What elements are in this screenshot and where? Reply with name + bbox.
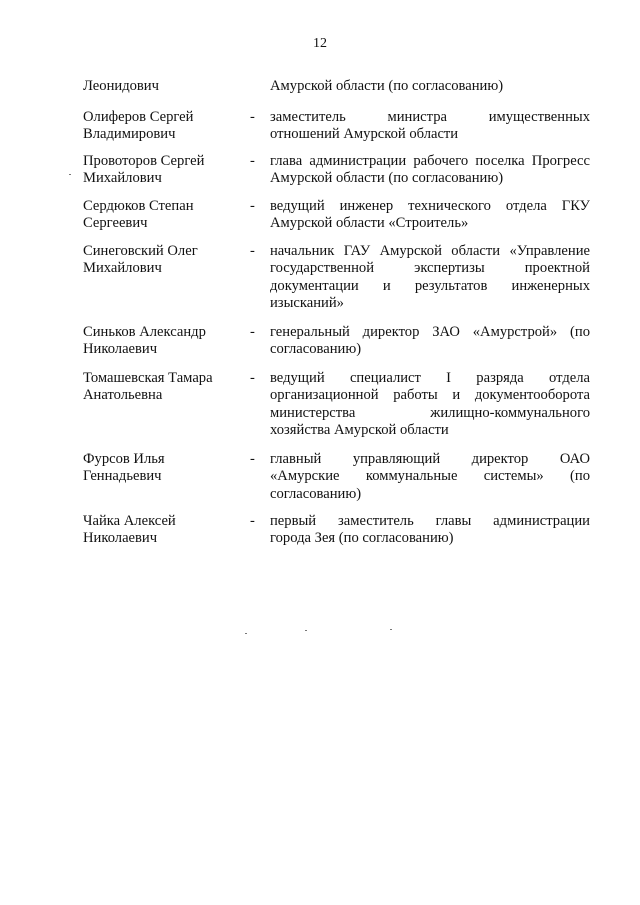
- person-name-line: Николаевич: [83, 530, 158, 547]
- person-position: [270, 370, 590, 440]
- separator-dash: -: [250, 513, 255, 529]
- person-position: [270, 513, 590, 548]
- person-position: [270, 324, 590, 359]
- scan-speck: [245, 633, 247, 634]
- position-line: согласованию): [270, 485, 362, 502]
- position-line: глава администрации рабочего поселка Прогресс: [270, 153, 590, 169]
- person-name-line: Михайлович: [83, 260, 162, 277]
- person-name: [83, 513, 243, 548]
- scan-speck: [305, 630, 307, 631]
- person-name: [83, 243, 243, 278]
- person-name-line: Олиферов Сергей: [83, 109, 194, 125]
- position-line: ведущий инженер технического отдела ГКУ: [270, 198, 590, 214]
- position-line: главный управляющий директор ОАО: [270, 451, 590, 467]
- person-name-line: Геннадьевич: [83, 468, 162, 485]
- person-name-line: Томашевская Тамара: [83, 370, 213, 386]
- person-name: [83, 109, 243, 144]
- person-position: [270, 243, 590, 313]
- person-position: [270, 109, 590, 144]
- position-line: отношений Амурской области: [270, 126, 459, 143]
- position-line: Амурской области (по согласованию): [270, 170, 504, 187]
- person-name-line: Николаевич: [83, 341, 158, 358]
- separator-dash: -: [250, 451, 255, 467]
- position-line: государственной экспертизы проектной: [270, 260, 590, 277]
- position-line: ведущий специалист I разряда отдела: [270, 370, 590, 386]
- person-name-line: Синьков Александр: [83, 324, 206, 340]
- person-position: [270, 198, 590, 233]
- person-name: [83, 78, 243, 95]
- position-line: Амурской области «Строитель»: [270, 215, 469, 232]
- position-line: документации и результатов инженерных: [270, 277, 590, 294]
- person-name-line: Леонидович: [83, 78, 159, 94]
- person-name-line: Чайка Алексей: [83, 513, 176, 529]
- position-line: Амурской области (по согласованию): [270, 78, 504, 94]
- scan-speck: [69, 174, 71, 175]
- person-name-line: Анатольевна: [83, 387, 163, 404]
- person-name-line: Провоторов Сергей: [83, 153, 205, 169]
- separator-dash: -: [250, 324, 255, 340]
- separator-dash: -: [250, 198, 255, 214]
- position-line: начальник ГАУ Амурской области «Управление: [270, 243, 590, 259]
- person-name: [83, 153, 243, 188]
- position-line: заместитель министра имущественных: [270, 109, 590, 125]
- person-name-line: Сергеевич: [83, 215, 148, 232]
- person-position: [270, 78, 590, 95]
- separator-dash: -: [250, 109, 255, 125]
- person-position: [270, 153, 590, 188]
- position-line: хозяйства Амурской области: [270, 422, 449, 439]
- person-position: [270, 451, 590, 503]
- scan-speck: [390, 629, 392, 630]
- person-name-line: Сердюков Степан: [83, 198, 194, 214]
- person-name-line: Михайлович: [83, 170, 162, 187]
- person-name-line: Синеговский Олег: [83, 243, 198, 259]
- person-name: [83, 198, 243, 233]
- separator-dash: -: [250, 370, 255, 386]
- person-name: [83, 370, 243, 405]
- person-name: [83, 451, 243, 486]
- separator-dash: -: [250, 243, 255, 259]
- position-line: согласованию): [270, 341, 362, 358]
- person-name-line: Фурсов Илья: [83, 451, 165, 467]
- position-line: организационной работы и документооборота: [270, 387, 590, 404]
- position-line: «Амурские коммунальные системы» (по: [270, 468, 590, 485]
- position-line: первый заместитель главы администрации: [270, 513, 590, 529]
- person-name-line: Владимирович: [83, 126, 176, 143]
- page-number: 12: [313, 36, 327, 51]
- position-line: изысканий»: [270, 295, 344, 312]
- separator-dash: -: [250, 153, 255, 169]
- position-line: генеральный директор ЗАО «Амурстрой» (по: [270, 324, 590, 340]
- person-name: [83, 324, 243, 359]
- position-line: министерства жилищно-коммунального: [270, 404, 590, 421]
- position-line: города Зея (по согласованию): [270, 530, 454, 547]
